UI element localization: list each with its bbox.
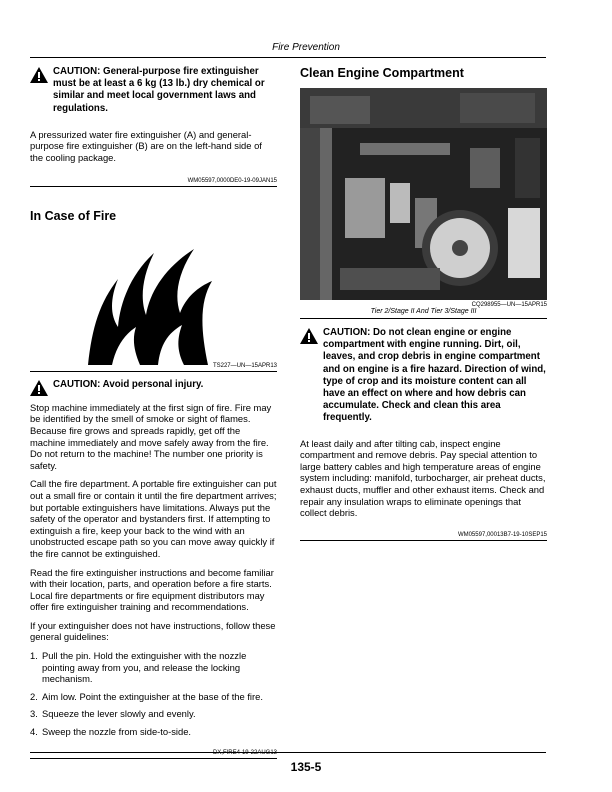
warning-triangle-icon (300, 328, 318, 344)
image-reference: TS227—UN—15APR13 (212, 362, 277, 369)
section-heading-in-case-of-fire: In Case of Fire (30, 208, 117, 223)
warning-triangle-icon (30, 67, 48, 83)
extinguisher-location-text: A pressurized water fire extinguisher (A) and general-purpose fire extinguisher (B) are on the left-hand side of the cooling package. (30, 128, 262, 163)
caution-injury (30, 379, 277, 391)
paragraph-guidelines-intro: If your extinguisher does not have instructions, follow these general guidelines: (30, 619, 276, 643)
caution-text: CAUTION: General-purpose fire extinguisher must be at least a 6 kg (13 lb.) dry chemical or similar and meet local government laws and regulations. (53, 66, 265, 114)
right-column (300, 66, 547, 541)
guidelines-list (30, 650, 277, 738)
caution-text: CAUTION: Avoid personal injury. (53, 378, 204, 390)
paragraph-stop-machine: Stop machine immediately at the first sign of fire. Fire may be identified by the smell of smoke or sight of flames. Because fire grows and spreads rapidly, get off the machine immediately and move safely away from the fire. Do not return to the machine! The number one priority is safety. (30, 401, 272, 471)
warning-triangle-icon (30, 380, 48, 396)
paragraph-inspect-engine: At least daily and after tilting cab, inspect engine compartment and remove debris. Pay special attention to large battery cables and high temperature areas of engine system including: manifold, turbocharger, air preheat ducts, exhaust ducts, muffler and other exhaust items. Check and repair any insulation wraps to eliminate openings that collect debris. (300, 437, 546, 519)
list-item: 1. Pull the pin. Hold the extinguisher with the nozzle pointing away from you, and release the locking mechanism. (30, 650, 247, 685)
fire-symbol-icon (88, 247, 213, 365)
section-divider (300, 540, 547, 541)
photo-reference: CQ298955—UN—15APR15 (471, 302, 547, 308)
photo-divider (300, 318, 547, 319)
section-heading-clean-engine: Clean Engine Compartment (300, 66, 464, 80)
engine-photo-illustration (300, 88, 547, 300)
list-item: 2. Aim low. Point the extinguisher at the base of the fire. (30, 690, 263, 702)
paragraph-read-instructions: Read the fire extinguisher instructions and become familiar with their location, parts, and operation before a fire starts. Local fire departments or fire equipment distributors may offer fire extinguisher training and recommendations. (30, 566, 274, 613)
reference-code: WM05597,00013B7-19-10SEP15 (457, 531, 547, 538)
left-column (30, 66, 277, 759)
image-divider (30, 371, 277, 372)
caution-engine-cleaning (300, 327, 547, 425)
list-item: 4. Sweep the nozzle from side-to-side. (30, 726, 192, 738)
list-item: 3. Squeeze the lever slowly and evenly. (30, 708, 196, 720)
photo-caption: Tier 2/Stage II And Tier 3/Stage III (370, 308, 477, 315)
reference-code: WM05597,0000DE0-19-09JAN15 (187, 177, 277, 184)
header-rule (30, 57, 546, 58)
section-divider (30, 758, 277, 759)
footer-rule (30, 752, 546, 753)
engine-compartment-photo (300, 88, 547, 300)
caution-text: CAUTION: Do not clean engine or engine compartment with engine running. Dirt, oil, leaves, and crop debris in engine compartment and on engine is a fire hazard. Direction of wind, type of crop and its moisture content can all have an effect on where and how debris can accumulate. Check and clean this area frequently. (323, 327, 546, 424)
section-divider (30, 186, 277, 187)
page-number: 135-5 (290, 760, 322, 774)
running-header: Fire Prevention (272, 42, 340, 53)
paragraph-call-fire-department: Call the fire department. A portable fire extinguisher can put out a small fire or contain it until the fire department arrives; but portable extinguishers have limitations. Always put the safety of the operator and bystanders first. If attempting to extinguish a fire, keep your back to the wind with an unobstructed escape path so you can move away quickly if the fire cannot be extinguished. (30, 478, 277, 559)
caution-extinguisher (30, 66, 277, 115)
